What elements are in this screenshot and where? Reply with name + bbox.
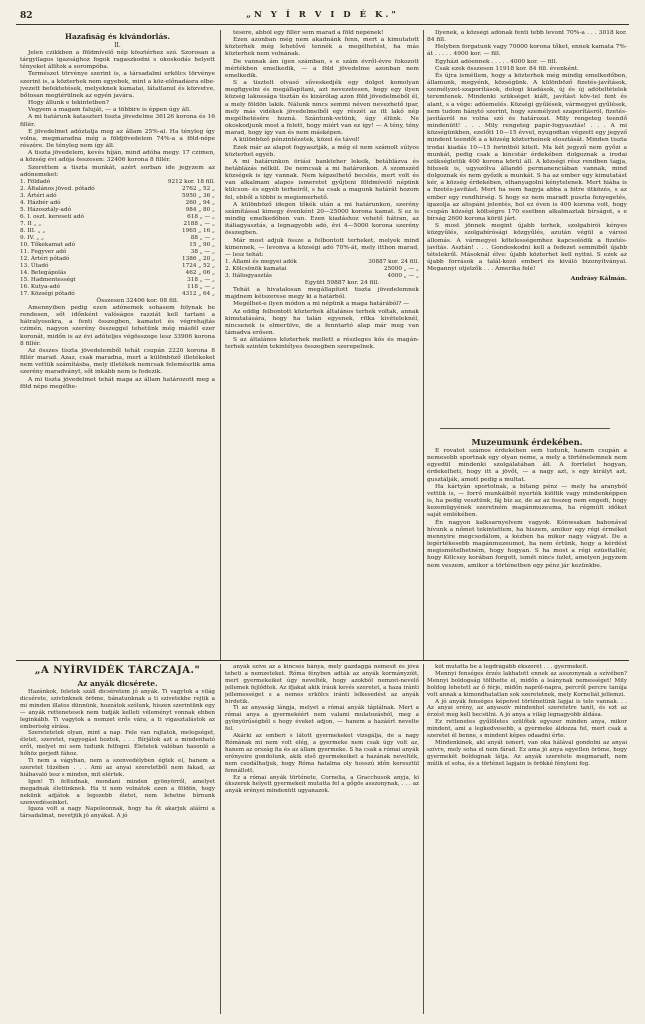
item-value: 618 „ — „ [187, 213, 215, 220]
paragraph: A különböző pénzintézetek, közel és távol! [233, 137, 360, 144]
paragraph: tésére, abból egy fillér sem marad a föld népének! [233, 30, 384, 36]
tax-list [20, 179, 215, 298]
item-value: 4000 „ — „ [387, 273, 419, 279]
list-row [20, 277, 215, 284]
feuilleton-title: „A NYÍRVIDÉK TÁRCZAJA." [34, 665, 201, 676]
feuilleton-paragraphs [225, 664, 419, 795]
feuilleton-paragraphs [427, 664, 627, 768]
feuilleton-column-1 [20, 664, 215, 1014]
article-title: Hazafiság és kivándorlás. [65, 32, 170, 41]
item-value: 260 „ 94 „ [185, 199, 215, 206]
article-paragraphs-2 [20, 305, 215, 391]
feuilleton-paragraphs [20, 689, 215, 820]
item-name: 7. II „ „ [20, 220, 42, 227]
list-row [20, 284, 215, 291]
page-number: 82 [20, 11, 33, 21]
museum-paragraphs [427, 448, 627, 570]
list-row [20, 270, 215, 277]
item-name: 14. Betegápolás [20, 269, 67, 276]
item-value: 318 „ — „ [187, 276, 215, 283]
item-name: 8. III. „ „ [20, 227, 46, 234]
article-paragraphs [20, 50, 215, 179]
section-separator [440, 428, 610, 429]
list-row [20, 242, 215, 249]
list-row [225, 273, 419, 280]
paragraph: Ezek már az alapot fogyasztják, a még el nem számolt súlyos közterhet egyéb. [225, 144, 419, 158]
paragraph: Ezen azonban még nem akadnánk fenn, mert a kimutatott közterhek még lehetővé tennék a megélhetést, ha más közterhek nem volnának. [225, 37, 419, 58]
list-row [20, 186, 215, 193]
paragraph: Ti az anyaság lángja, melyet a római anyák táplálnak. Mert a római anya a gyermekéért nem valami mulatozásból, meg a gyönyörűségből s hogy éveket adjon, — hanem a hazáért nevelte fel. [225, 705, 419, 733]
item-value: 5950 „ 36 „ [181, 192, 215, 199]
feuilleton-rule [16, 660, 629, 661]
paragraph: Tehát a hivatalosan megállapított tiszta jövedelemnek majdnem kétszerese megy ki a határból. [225, 287, 419, 301]
paragraph: E rovatot számos érdekében sem tudunk, hanem csupán a nemesebb sportnak egy olyan neme, a mely a történelemnek nem egyedül mindenki szolgálatában áll. A forrlelet hogyan, érdekelheti, hogy itt a jövőt, — a nagy azt, s egy királyt azt, gusztálják, amott pedig a multat. [427, 448, 627, 483]
paragraph: S a tisztelt olvasó sűveskedjék egy dolgot komolyan megfigyelni és megállapítani, azt nevezetesen, hogy egy ilyen község lakossága tisztán és kizárólag azon föld jövedelméből él, a mely földön lakik. Nálunk nincs semmi néven nevezhető ipar, mely más vidékek jövedelmeiből egy részét az itt lakó nép megélhetésére hozná. Szántunk-vetünk, úgy élünk. Ne okoskodjunk most a felett, hogy miért van ez így! — A tény, tény marad, hogy így van és nem másképen. [225, 80, 419, 137]
paragraph: Szeretetetek olyan, mint a nap. Fele van rajtatok, melegséget, életet, szeretet, ragyogást hoztok, . . . Bírjátok azt a mindenható erőt, melyet mi sem tudunk felfogni. Életetek valóban hasonló a hőhöz gerjedt fához. [20, 730, 215, 758]
paragraph: Az összes tiszta jövedelemből tehát csupán 2220 korona 8 fillér marad. Azaz, csak maradna, mert a különböző illetékeket nem vettük számításba, mely illetékek nemcsak felemésztik ama szerény maradványt, sőt inkább nem is fedezik. [20, 347, 215, 376]
item-name: 12. Ártéri pótadó [20, 255, 70, 262]
item-value: 1965 „ 16 „ [181, 227, 215, 234]
list-row [20, 291, 215, 298]
page-header [12, 9, 633, 23]
list-row [20, 256, 215, 263]
paragraph: A mi tiszta jövedelmet tehát maga az állam határozott meg a föld népe megélhe- [20, 376, 215, 390]
item-value: 38 „ — „ [190, 248, 215, 255]
paragraph: Én nagyon kalksarnyelvem vagyok. Kónwsakan babonával hívunk a nőmet tekintettem, ha hiszem, amikor egy régi érméket mennyire megcsodálom, a kézben ha mikor nagy vágyat. De a legértékesebb magánmuzeumot, ha nem értünk, hogy a kérdést megismételhetném, hogy hogyan. S ha most a régi ezüsttallér, hogy Kölcsey korában forgott, ismét nincs üzlet, amelyen jegyzem nem veszem, amikor a történetben egy pénz jár kezünkbe. [427, 519, 627, 569]
column-divider [220, 664, 221, 1014]
list-row [225, 266, 419, 273]
paragraph: Hazánkok, feletek száll dicséretem jó anyák. Ti vagytok a világ dicsérete, szivünknek öröme, bánatunknak a ti szivetekbe rejtik a mi minden illatos dünnünk, hozzátok szólunk, hiszen szerintünk egy — anyák rettenetesek nem tudják kelleti véleményt vonnak ebben leginkább. Ti vagytok a nemzet erős vára, a ti vigasztalástok az emberiség sírása. [20, 689, 215, 730]
item-value: 984 „ 80 „ [185, 206, 215, 213]
paragraph: A tiszta jövedelem, kevés híján, mind adóba megy. 17 czimen, a község évi adója összesen: 32406 korona 8 fillér. [20, 150, 215, 164]
paragraph: A különböző idegen tőkék után a mi határunkon, szerény számítással kimegy évenként 20—25000 korona kamat. S ez is mindig emelkedőben van. Ezen kiadáshoz vehető hátran, az itáliagyasztás, a legnagyobb adó, évi 4—5000 korona szerény összegben. [225, 201, 419, 237]
item-name: 13. Útadó [20, 262, 49, 269]
item-name: 4. Házbér adó [20, 199, 61, 206]
list-row [20, 249, 215, 256]
paragraph: Csak ezek összesen 11918 kor. 84 fill. évenként. [435, 65, 579, 72]
paragraph: Egyházi adóennek . . . . . 4000 kor. — fill. [435, 58, 558, 65]
item-name: 5. Házosztály-adó [20, 206, 72, 213]
article-paragraphs [427, 30, 627, 273]
item-name: 15. Hadmentességi [20, 276, 76, 283]
item-value: 88 „ — „ [190, 234, 215, 241]
paragraph: E jövedelmet adóztatja meg az állam 25%-al. Ha tényleg így volna, megmaradna még a földjövedelem 74%-a a föld-népe részére. De tényleg nem így áll. [20, 128, 215, 150]
item-value: 25000 „ — „ [383, 266, 419, 272]
paragraph: A mi határunkon öriási bankteher leksik, betáblázva és betáblázás nélkül. De nemcsak a mi határunkon. A szomszéd községek is így vannak. Nem képzelhető becslés, mert volt és van alkalmam alapos ismeretet gyűjteni földmívelő népünk külcson- és egyéb terheiről, s ha csak a magunk határát hozom fel, ebből a többi is megismerhető. [225, 158, 419, 201]
paragraph: Jelen czikkben a földmívelő nép kösztérhez szó. Szorosan a tárgyilagos igazsághoz fogok ragaszkodni s okoskodás helyett tényeket állítok a sorompóba. [20, 50, 215, 71]
paragraph: Igaza volt a nagy Napoleonnak, hogy ha őt akarjuk aláírni a társadalmat, nevetjük jó anyákat. A jó [20, 806, 215, 820]
item-name: 1. Állami és megyei adók [225, 259, 297, 265]
item-name: 1. Földadó [20, 178, 51, 185]
article-paragraphs [225, 30, 419, 259]
paragraph: Akárki az emberi s látott gyermekeket vizsgálja, de a nagy Rómának mi nem volt elég, a gyermeke nem csak úgy volt az, hanem az ország fia és az állam gyermeke. S ha csak a római anyák erényeire gondolunk, akik első gyermekeiket a hazának nevelték, nem csodálhatjuk, hogy Róma hatalma oly hosszú időn keresztül fennállott. [225, 733, 419, 774]
list-row [20, 200, 215, 207]
paragraph: A mi határunk kataszteri tiszta jövedelme 36126 korona és 16 fillér. [20, 114, 215, 128]
paragraph: Igen! Ti feltudnak, mondani minden gyönyörről, amelyet megadnak életünknek. Ha ti nem volnátok ezen a földön, hogy nekünk adjátok a legszebb életet, nem lehetne bírnunk szenvedéseinket. [20, 778, 215, 806]
paragraph: Mindenkinek, aki anyát ismert, van oka hálával gondolni az anyai szívre, mely soha el nem fárad. Ez ama jó anya egyetlen öröme, hogy gyermekét boldognak látja. Az anyák szeretete megmaradt, nem múlik el soha, és a történet lapjain is örökké fényleni fog. [427, 739, 627, 767]
item-value: 9212 kor. 18 fill. [167, 178, 215, 185]
paragraph: Ez rettenetes gyűlöletes szülőtek egyszer minden anya, mikor mindent, ami a legkedvesebb, a gyermeke áldozza fel, mert csak a szeretet él benne, s mindent képes odaadni érte. [427, 719, 627, 740]
paragraph: Ti nem a vágyban, nem a szenvedélyben égtek el, hanem a szeretet tüzében . . . Ami az anyai szeretetből nem fakad, az hiábavaló lesz s minden, mit elértek. [20, 758, 215, 778]
item-value: 462 „ 06 „ [185, 269, 215, 276]
paragraph: Amennyiben pedig ezen adónemek sohasem folynak be rendesen, sőt időnként valóságos razziát kell tartani a hátralyosokra, a fenti összegben, kamatot és végrehajtás czimén, nagyon szerény összeggel tehetünk még másfél ezer koronát, midőn is az évi adóteljes végösszege lesz 33906 korona 8 fillér. [20, 304, 215, 347]
author-signature: Andrásy Kálmán. [570, 275, 627, 283]
article-paragraphs-2 [225, 287, 419, 351]
item-value: 2188 „ — „ [183, 220, 215, 227]
paragraph: Ha kártyán sportolnak, a bitang pénz — mely ha aranyból vettük is, — forró munkáiból nyerték kiöltik vagy mindenképpen is, ha pedig vesztünk, fáj bíz az, de az az összeg nem engedi, hogy kezemügyének szeretném magánmuzeuma, ha régmúlt időket saját emlékében. [427, 483, 627, 519]
item-name: 9. IV. „ „ [20, 234, 44, 241]
list-row [20, 228, 215, 235]
paragraph: Helyben forgatunk vagy 70000 korona tőket, ennek kamata 7%-át . . . . . 4900 kor. — fill. [427, 44, 627, 58]
sum-total: Együtt 59887 kor. 24 fill. [304, 280, 380, 286]
tax-total: Összesen 32406 kor. 08 fill. [96, 297, 179, 304]
paragraph: Hogy állunk e tekintetben? [28, 100, 109, 107]
item-value: 4312 „ 64 „ [181, 290, 215, 297]
paragraph: anyák szíve az a kincses bánya, mely gazdaggá nemesít és jóvá teheti a nemzeteket. Róma fényben adták az anyák kormányzóit, mert gyermekeiket úgy nevelték, hogy azokból nemzet-nevelő jellemek fejlődtek. Az ifjakat akik íráuk kevés szeretet, a haza iránti jellemességet s a nemes erkölcs iránti lelkesedést az anyák hirdetik. [225, 664, 419, 705]
list-row [225, 259, 419, 266]
column-divider [220, 30, 221, 660]
paragraph: Természet törvénye szerint is, a társadalmi erkölcs törvénye szerint is, a közterhek nem egyebek, mint a köz-előnadásra elbe-jvezett befektetések, melyeknek kamatai, látatlanul és közvetve, bőtosan megtérülnek az egyén javára. [20, 71, 215, 99]
column-divider [423, 664, 424, 1014]
item-name: 3. Itáliogyasztás [225, 273, 272, 279]
masthead-title: „N Y Í R V I D É K." [246, 10, 399, 20]
paragraph: És újra ismétlem, hogy a közterhek még mindig emelkedőben, államunk, megyénk, községünk. A különböző fizetés-javítások, személyzet-szaporítások, dologi kiadások, új és új adóteltételek teremtenek. Mindenki szükséget kiált, javítást köv-tel fent és alant, s a vége: adóemelés. Községi gyűlések, vármegyei gyűlések, nem tudom hánytó szerint, hogy személyzet szaporításról, fizetés-javításról ne volna szó és határozat. Mily rengeteg teendő mindenütt! . . . Mily rengeteg papír-fogyasztás! . . . A mi községünkben, ezelőtt 10—15 évvel, nyugodtan végzett egy jegyző mindent teendőt a a község közterheinek elosztását. Minden tiszta irodai kiadás 10—15 forintból kitelt. Ma két jegyző nem győzi a munkát, pedig csak a kincstár érdekében dolgoznak a irodai szükségletük 400 korona körül áll. A községi rész rendben tagja, hitesek is, ugyszólva állandó permanenciában vannak, mind dolgoznak és nem győzik a munkát. S ha az ember egy kimutatást kér, a község érdekében, elhanyagolni kénytelenek. Mert hiába is a fizetés-javítást. Mert ha nem hagyja abba a hitre ütközés, s az ember egy rendhirség. S hogy ez nem maradt puszta fenyegetés, igazolja az alispáni jelentés, hol ez éven is 400 korona volt, hogy csupán községi költségre 170 esetben alkalmaztak bírságot, s e bírság 2600 korona körül járt. [427, 72, 627, 223]
item-name: 10. Tőkekamat adó [20, 241, 76, 248]
item-name: 6. I. oszt. kereseti adó [20, 213, 84, 220]
paragraph: Ilyenek, a községi adónak fenti tebb levont 70%-a . . . 3018 kor. 84 fill. [427, 30, 627, 44]
item-name: 17. Községi pótadó [20, 290, 75, 297]
list-row [20, 214, 215, 221]
museum-title: Muzeumunk érdekében. [471, 437, 583, 447]
paragraph: Már most adjuk össze a felbontott terheket, melyek mind kimennek, — levonva a községi adó 70%-át, mely itthon marad, — lesz tehát: [225, 237, 419, 258]
list-row [20, 221, 215, 228]
header-rule [16, 24, 629, 25]
paragraph: Szerettem a tiszta munkát, azért sorban ide jegyzem az adónemeket: [20, 164, 215, 178]
list-row [20, 179, 215, 186]
paragraph: Mennyi fenséges érzés lakhatott ennek az asszonynak a szívében? Mennyi boldogság tölthette el, midőn a leánynak nemességet! Mily boldog lehetett az ő férje, midőn napról-napra, percről percre tanúja volt annak a kimondhatatlan sok szeretetnek, mely Korneliát jellemzi. [427, 670, 627, 698]
paragraph: Megélhet-e ilyen módon a mi népünk a maga határából? — [233, 301, 410, 308]
feuilleton-column-2 [225, 664, 419, 1014]
article-column-2 [225, 30, 419, 660]
item-value: 2762 „ 52 „ [181, 185, 215, 192]
item-name: 2. Általános jöved. pótadó [20, 185, 95, 192]
paragraph: Az eddig felbontott közterhek általános terhek voltak, annak kimutatására, hogy ha talán egyenek, ritka kivételeknél, nincsenek is elmerülve, de a fenntartó alap már meg van támadva erősen. [225, 308, 419, 337]
paragraph: kót mutatta be a legdrágább ékszerét . . . gyermekeit. [435, 664, 589, 670]
article-column-3 [427, 30, 627, 430]
list-row [20, 193, 215, 200]
item-value: 1724 „ 52 „ [181, 262, 215, 269]
list-row [20, 207, 215, 214]
museum-article [427, 436, 627, 660]
story-title: Az anyák dicsérete. [77, 679, 158, 688]
paragraph: S most jönnek megint újabb terhek, szolgabirói kényes közgyűlés, szolgabírósági közgyűlés, azután végül a városi állomás. A vármegyei kötelességemhez kapcsolódik a fizetés-javítás. Asztán! . . . Gondoskodni kell a fedezet semmiből újabb tételekről. Másoknál élve: újabb közterhet kell nyitni. S ezek az újabb források a talál-kozó embert és kiváló bizonyítványai. Megannyi utjelzők . . . Amerika felé! [427, 223, 627, 273]
item-name: 16. Kutya-adó [20, 283, 60, 290]
sum-list [225, 259, 419, 280]
item-name: 3. Ártéri adó [20, 192, 57, 199]
item-value: 118 „ — „ [187, 283, 215, 290]
item-value: 30887 kor. 24 fill. [368, 259, 419, 265]
article-part: II. [114, 42, 121, 49]
paragraph: Vegyem a magam faluját, — a többire is éppen úgy áll. [28, 107, 191, 114]
feuilleton-column-3 [427, 664, 627, 1014]
list-row [20, 263, 215, 270]
article-column-1 [20, 30, 215, 660]
item-value: 1386 „ 20 „ [181, 255, 215, 262]
item-name: 2. Kölcsönök kamatai [225, 266, 287, 272]
paragraph: A jó anyák fenséges képeivel történetünk lapjai is tele vannak. . . Az anyai erény, az anyaszív mindenhol szeretetre tanít, és ezt az érzést meg kell becsülni. A jó anya a világ legnagyobb áldása. [427, 698, 627, 719]
list-row [20, 235, 215, 242]
paragraph: De vannak ám igen számban, s e szám évről-évre fokozott mértékben emelkedik, — a föld jövedelme azonban nem emelkedik. [225, 58, 419, 79]
column-divider [423, 30, 424, 660]
paragraph: S az általános közterhek mellett a részleges kós és magán-terhek szintén tekintélyes összegben szerepelnek. [225, 337, 419, 351]
item-name: 11. Fegyver adó [20, 248, 67, 255]
paragraph: Ez a római anyák története, Cornelia, a Gracchusok anyja, ki ékszerek helyett gyermekeit mutatta fel a gőgös asszonynak, . . . az anyák erényei mindenütt ugyanazok. [225, 774, 419, 795]
item-value: 15 „ 90 „ [189, 241, 215, 248]
